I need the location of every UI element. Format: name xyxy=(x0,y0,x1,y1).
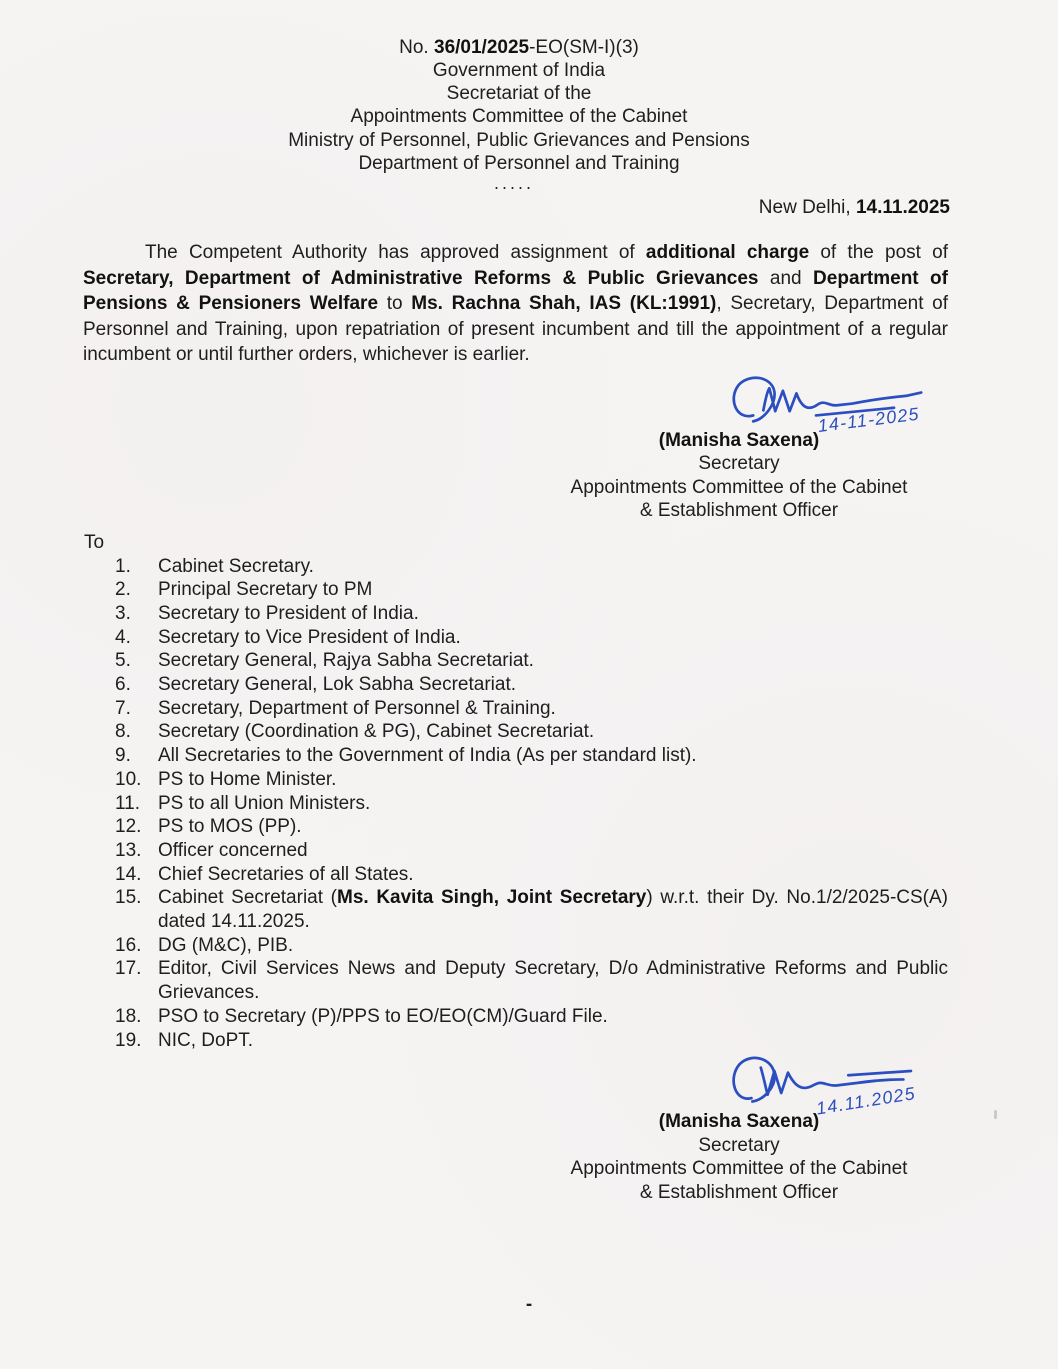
distribution-item: 16. DG (M&C), PIB. xyxy=(115,934,294,956)
distribution-item: 12. PS to MOS (PP). xyxy=(115,816,302,838)
item-number: 5. xyxy=(115,650,131,672)
distribution-item: 17. Editor, Civil Services News and Deputy Secretary, D/o Administrative Reforms and Public Grievances. xyxy=(115,958,948,1004)
para-bold-additional-charge: additional charge xyxy=(645,242,810,264)
para-bold-officer-name: Ms. Rachna Shah, IAS (KL:1991) xyxy=(411,293,717,315)
issue-date: 14.11.2025 xyxy=(855,197,950,219)
item-number: 11. xyxy=(115,792,141,814)
signatory-org-line2: & Establishment Officer xyxy=(639,500,839,522)
distribution-item: 3. Secretary to President of India. xyxy=(115,602,419,624)
to-label: To xyxy=(84,531,105,553)
handwritten-date: 14-11-2025 xyxy=(816,403,921,436)
page-footer-mark: - xyxy=(525,1294,533,1315)
signature-scribble-icon xyxy=(702,1054,952,1119)
place-date-line xyxy=(0,196,1058,219)
place-label: New Delhi, xyxy=(758,197,856,219)
handwritten-date: 14.11.2025 xyxy=(814,1083,918,1119)
para-text: to xyxy=(378,293,412,315)
distribution-item: 8. Secretary (Coordination & PG), Cabinet Secretariat. xyxy=(115,721,595,743)
item-number: 8. xyxy=(115,721,131,743)
header-line-acc: Appointments Committee of the Cabinet xyxy=(350,106,688,128)
item-number: 7. xyxy=(115,697,131,719)
item-number: 18. xyxy=(115,1005,142,1027)
item-number: 6. xyxy=(115,674,131,696)
scan-artifact-speck xyxy=(994,1110,997,1119)
item-number: 3. xyxy=(115,602,131,624)
item-number: 19. xyxy=(115,1029,142,1051)
header-line-secretariat: Secretariat of the xyxy=(446,83,592,105)
distribution-item: 13. Officer concerned xyxy=(115,839,308,861)
para-text: of the post of xyxy=(809,242,948,264)
dots-separator: ..... xyxy=(493,173,534,194)
distribution-list xyxy=(115,555,948,1053)
signatory-name: (Manisha Saxena) xyxy=(658,429,820,451)
item-number: 4. xyxy=(115,626,131,648)
item-number: 10. xyxy=(115,768,142,790)
header-line-ministry: Ministry of Personnel, Public Grievances and Pensions xyxy=(288,129,750,151)
distribution-item: 1. Cabinet Secretary. xyxy=(115,555,314,577)
distribution-item: 18. PSO to Secretary (P)/PPS to EO/EO(CM)/Guard File. xyxy=(115,1005,608,1027)
item-number: 14. xyxy=(115,863,142,885)
para-bold-darpg: Secretary, Department of Administrative Reforms & Public Grievances xyxy=(83,267,759,289)
distribution-item: 4. Secretary to Vice President of India. xyxy=(115,626,461,648)
ref-prefix: No. xyxy=(399,37,434,58)
signatory-title: Secretary xyxy=(698,453,780,475)
distribution-item: 2. Principal Secretary to PM xyxy=(115,579,373,601)
signatory-title: Secretary xyxy=(698,1134,780,1156)
ref-number-bold: 36/01/2025 xyxy=(434,37,530,58)
para-bold-pensions: Department of Pensions & Pensioners Welfare xyxy=(83,267,948,315)
signature-block-bottom xyxy=(524,1054,954,1204)
item-number: 1. xyxy=(115,555,131,577)
item-bold-officer: Ms. Kavita Singh, Joint Secretary xyxy=(337,887,647,909)
header-line-department: Department of Personnel and Training xyxy=(358,152,680,174)
reference-number xyxy=(0,0,1038,59)
ref-suffix: -EO(SM-I)(3) xyxy=(529,37,639,58)
signature-block-top xyxy=(524,373,954,523)
para-text: , Secretary, Department of Personnel and Training, upon repatriation of present incumbent and till the appointment of a regular incumbent or until further orders, whichever is earlier. xyxy=(83,293,949,366)
distribution-item: 5. Secretary General, Rajya Sabha Secretariat. xyxy=(115,650,534,672)
distribution-item: 15. Cabinet Secretariat (Ms. Kavita Singh, Joint Secretary) w.r.t. their Dy. No.1/2/2025-CS(A) dated 14.11.2025. xyxy=(115,887,949,933)
header-line-government: Government of India xyxy=(432,60,606,81)
signatory-org-line1: Appointments Committee of the Cabinet xyxy=(570,476,908,498)
distribution-item: 6. Secretary General, Lok Sabha Secretariat. xyxy=(115,674,517,696)
distribution-item: 19. NIC, DoPT. xyxy=(115,1029,254,1051)
item-number: 9. xyxy=(115,745,131,767)
para-text: and xyxy=(758,267,814,289)
item-number: 15. xyxy=(115,887,142,909)
signature-scribble-icon xyxy=(702,373,952,436)
signatory-org-line2: & Establishment Officer xyxy=(639,1181,839,1203)
item-number: 2. xyxy=(115,579,131,601)
item-number: 16. xyxy=(115,934,142,956)
item-number: 13. xyxy=(115,839,142,861)
order-paragraph xyxy=(83,240,948,368)
distribution-item: 7. Secretary, Department of Personnel & Training. xyxy=(115,697,556,719)
distribution-item: 14. Chief Secretaries of all States. xyxy=(115,863,414,885)
item-number: 12. xyxy=(115,816,142,838)
distribution-item: 9. All Secretaries to the Government of India (As per standard list). xyxy=(115,745,697,767)
distribution-item: 10. PS to Home Minister. xyxy=(115,768,337,790)
signatory-name: (Manisha Saxena) xyxy=(658,1111,820,1133)
item-number: 17. xyxy=(115,958,142,980)
distribution-item: 11. PS to all Union Ministers. xyxy=(115,792,371,814)
para-text: The Competent Authority has approved assignment of xyxy=(145,242,646,264)
signatory-org-line1: Appointments Committee of the Cabinet xyxy=(570,1158,908,1180)
